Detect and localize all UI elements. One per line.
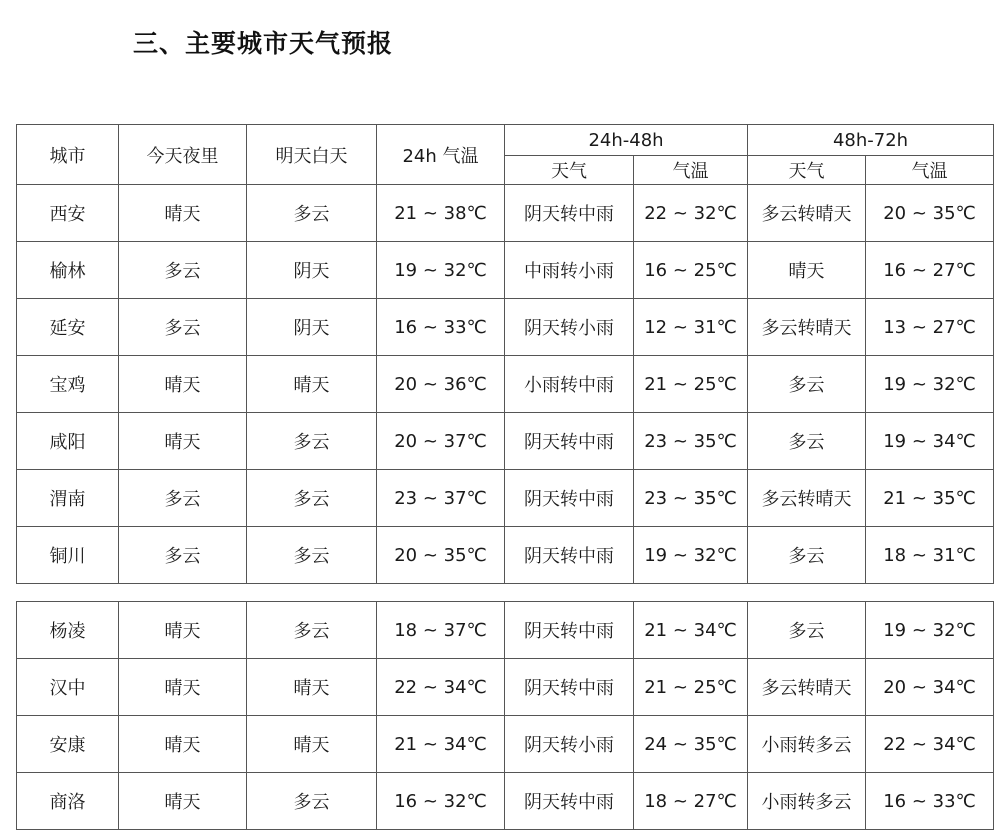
header-weather-72: 天气 — [748, 156, 866, 185]
tonight-weather-cell: 晴天 — [119, 659, 247, 716]
temp-24h-cell: 16 ~ 32℃ — [377, 773, 505, 830]
page-title: 三、主要城市天气预报 — [133, 29, 394, 58]
tomorrow-weather-cell: 晴天 — [247, 356, 377, 413]
temp-72h-cell: 16 ~ 33℃ — [866, 773, 994, 830]
temp-24h-cell: 21 ~ 34℃ — [377, 716, 505, 773]
weather-72h-cell: 多云 — [748, 413, 866, 470]
table-row — [17, 413, 994, 470]
temp-24h-cell: 20 ~ 36℃ — [377, 356, 505, 413]
temp-24h-cell: 22 ~ 34℃ — [377, 659, 505, 716]
temp-72h-cell: 22 ~ 34℃ — [866, 716, 994, 773]
temp-24h-cell: 21 ~ 38℃ — [377, 185, 505, 242]
header-temp-24h: 24h 气温 — [377, 125, 505, 185]
city-cell: 咸阳 — [17, 413, 119, 470]
table-row — [17, 470, 994, 527]
temp-48h-cell: 21 ~ 25℃ — [634, 659, 748, 716]
temp-72h-cell: 19 ~ 32℃ — [866, 356, 994, 413]
tonight-weather-cell: 多云 — [119, 299, 247, 356]
weather-48h-cell: 阴天转小雨 — [505, 716, 634, 773]
weather-72h-cell: 多云转晴天 — [748, 299, 866, 356]
temp-24h-cell: 23 ~ 37℃ — [377, 470, 505, 527]
tomorrow-weather-cell: 晴天 — [247, 716, 377, 773]
temp-24h-cell: 16 ~ 33℃ — [377, 299, 505, 356]
table-row — [17, 659, 994, 716]
temp-48h-cell: 12 ~ 31℃ — [634, 299, 748, 356]
tonight-weather-cell: 晴天 — [119, 716, 247, 773]
temp-72h-cell: 16 ~ 27℃ — [866, 242, 994, 299]
city-cell: 铜川 — [17, 527, 119, 584]
header-temp-72: 气温 — [866, 156, 994, 185]
temp-48h-cell: 21 ~ 25℃ — [634, 356, 748, 413]
weather-48h-cell: 阴天转中雨 — [505, 470, 634, 527]
header-row — [17, 125, 994, 156]
tomorrow-weather-cell: 多云 — [247, 527, 377, 584]
weather-48h-cell: 阴天转中雨 — [505, 527, 634, 584]
tomorrow-weather-cell: 多云 — [247, 413, 377, 470]
weather-72h-cell: 多云 — [748, 602, 866, 659]
table-row — [17, 527, 994, 584]
tomorrow-weather-cell: 多云 — [247, 470, 377, 527]
temp-48h-cell: 21 ~ 34℃ — [634, 602, 748, 659]
weather-48h-cell: 阴天转中雨 — [505, 659, 634, 716]
header-weather-48: 天气 — [505, 156, 634, 185]
weather-48h-cell: 小雨转中雨 — [505, 356, 634, 413]
weather-48h-cell: 中雨转小雨 — [505, 242, 634, 299]
forecast-table — [16, 124, 994, 584]
temp-24h-cell: 20 ~ 35℃ — [377, 527, 505, 584]
temp-72h-cell: 20 ~ 35℃ — [866, 185, 994, 242]
temp-24h-cell: 18 ~ 37℃ — [377, 602, 505, 659]
header-tonight: 今天夜里 — [119, 125, 247, 185]
city-cell: 西安 — [17, 185, 119, 242]
city-cell: 渭南 — [17, 470, 119, 527]
table-row — [17, 185, 994, 242]
tomorrow-weather-cell: 阴天 — [247, 242, 377, 299]
temp-72h-cell: 13 ~ 27℃ — [866, 299, 994, 356]
temp-72h-cell: 18 ~ 31℃ — [866, 527, 994, 584]
city-cell: 宝鸡 — [17, 356, 119, 413]
tonight-weather-cell: 晴天 — [119, 356, 247, 413]
city-cell: 汉中 — [17, 659, 119, 716]
forecast-table-continued — [16, 601, 994, 830]
table-row — [17, 773, 994, 830]
weather-72h-cell: 多云转晴天 — [748, 659, 866, 716]
city-cell: 榆林 — [17, 242, 119, 299]
tonight-weather-cell: 多云 — [119, 242, 247, 299]
temp-48h-cell: 16 ~ 25℃ — [634, 242, 748, 299]
temp-24h-cell: 19 ~ 32℃ — [377, 242, 505, 299]
tonight-weather-cell: 晴天 — [119, 413, 247, 470]
tonight-weather-cell: 多云 — [119, 527, 247, 584]
weather-72h-cell: 多云 — [748, 527, 866, 584]
weather-72h-cell: 小雨转多云 — [748, 716, 866, 773]
temp-48h-cell: 23 ~ 35℃ — [634, 470, 748, 527]
weather-48h-cell: 阴天转中雨 — [505, 773, 634, 830]
weather-48h-cell: 阴天转小雨 — [505, 299, 634, 356]
weather-72h-cell: 多云 — [748, 356, 866, 413]
weather-48h-cell: 阴天转中雨 — [505, 413, 634, 470]
tomorrow-weather-cell: 晴天 — [247, 659, 377, 716]
header-city: 城市 — [17, 125, 119, 185]
temp-72h-cell: 19 ~ 32℃ — [866, 602, 994, 659]
header-temp-48: 气温 — [634, 156, 748, 185]
tonight-weather-cell: 晴天 — [119, 773, 247, 830]
temp-24h-cell: 20 ~ 37℃ — [377, 413, 505, 470]
table-row — [17, 716, 994, 773]
weather-72h-cell: 多云转晴天 — [748, 470, 866, 527]
temp-72h-cell: 21 ~ 35℃ — [866, 470, 994, 527]
temp-72h-cell: 19 ~ 34℃ — [866, 413, 994, 470]
tomorrow-weather-cell: 多云 — [247, 602, 377, 659]
city-cell: 安康 — [17, 716, 119, 773]
table-row — [17, 299, 994, 356]
city-cell: 延安 — [17, 299, 119, 356]
tonight-weather-cell: 晴天 — [119, 602, 247, 659]
header-period-48-72: 48h-72h — [748, 125, 994, 156]
city-cell: 商洛 — [17, 773, 119, 830]
tonight-weather-cell: 晴天 — [119, 185, 247, 242]
temp-48h-cell: 24 ~ 35℃ — [634, 716, 748, 773]
table-row — [17, 602, 994, 659]
weather-72h-cell: 小雨转多云 — [748, 773, 866, 830]
temp-72h-cell: 20 ~ 34℃ — [866, 659, 994, 716]
temp-48h-cell: 22 ~ 32℃ — [634, 185, 748, 242]
tomorrow-weather-cell: 多云 — [247, 185, 377, 242]
weather-72h-cell: 晴天 — [748, 242, 866, 299]
weather-48h-cell: 阴天转中雨 — [505, 185, 634, 242]
temp-48h-cell: 19 ~ 32℃ — [634, 527, 748, 584]
temp-48h-cell: 23 ~ 35℃ — [634, 413, 748, 470]
header-tomorrow-day: 明天白天 — [247, 125, 377, 185]
city-cell: 杨凌 — [17, 602, 119, 659]
header-period-24-48: 24h-48h — [505, 125, 748, 156]
tomorrow-weather-cell: 多云 — [247, 773, 377, 830]
temp-48h-cell: 18 ~ 27℃ — [634, 773, 748, 830]
table-row — [17, 242, 994, 299]
weather-48h-cell: 阴天转中雨 — [505, 602, 634, 659]
weather-72h-cell: 多云转晴天 — [748, 185, 866, 242]
table-row — [17, 356, 994, 413]
tonight-weather-cell: 多云 — [119, 470, 247, 527]
tomorrow-weather-cell: 阴天 — [247, 299, 377, 356]
